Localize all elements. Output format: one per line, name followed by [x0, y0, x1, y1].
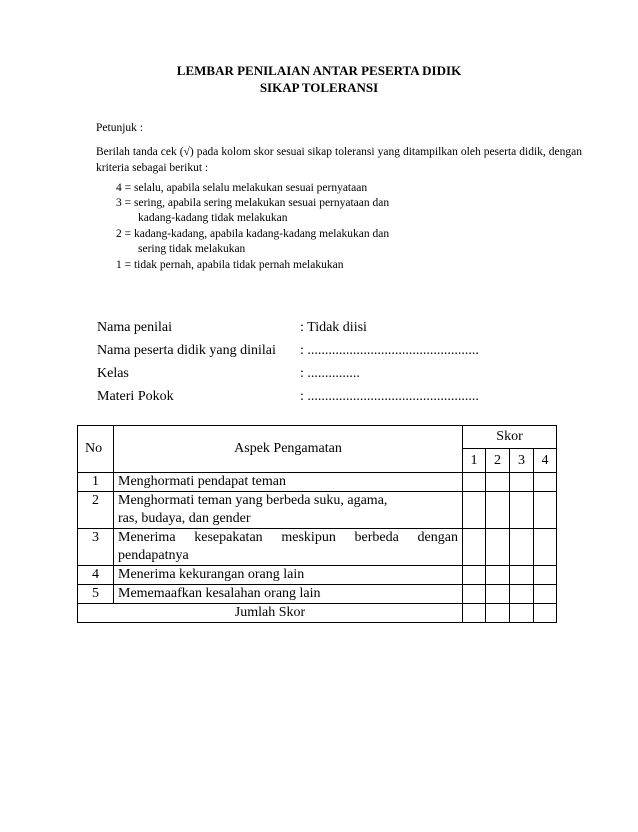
- criteria-2-cont: sering tidak melakukan: [138, 243, 246, 255]
- assessment-table: [77, 425, 557, 623]
- jumlah-skor-cell[interactable]: [534, 604, 557, 623]
- skor-cell[interactable]: [534, 529, 557, 566]
- header-skor-1: 1: [463, 449, 486, 473]
- jumlah-skor-cell[interactable]: [486, 604, 510, 623]
- row-aspek: [114, 529, 463, 566]
- table-row: [78, 566, 557, 585]
- row-aspek: [114, 473, 463, 492]
- row-aspek: [114, 585, 463, 604]
- row-aspek-text: Mememaafkan kesalahan orang lain: [118, 586, 321, 601]
- criteria-3: 3 = sering, apabila sering melakukan sesuai pernyataan dan: [116, 197, 390, 209]
- skor-cell[interactable]: [486, 473, 510, 492]
- row-aspek: [114, 492, 463, 529]
- row-number: 5: [78, 585, 114, 604]
- info-label-peserta: Nama peserta didik yang dinilai: [97, 343, 276, 358]
- info-label-penilai: Nama penilai: [97, 320, 173, 335]
- jumlah-skor-cell[interactable]: [463, 604, 486, 623]
- header-aspek: Aspek Pengamatan: [114, 426, 463, 473]
- skor-cell[interactable]: [486, 492, 510, 529]
- document-subtitle: SIKAP TOLERANSI: [259, 80, 379, 95]
- row-aspek: [114, 566, 463, 585]
- info-label-kelas: Kelas: [97, 366, 129, 381]
- skor-cell[interactable]: [534, 585, 557, 604]
- table-row: [78, 585, 557, 604]
- skor-cell[interactable]: [534, 473, 557, 492]
- petunjuk-text: Berilah tanda cek (√) pada kolom skor sesuai sikap toleransi yang ditampilkan oleh peserta didik, dengan kriteria sebagai berikut :: [96, 146, 582, 174]
- row-number: 3: [78, 529, 114, 566]
- row-number: 2: [78, 492, 114, 529]
- skor-cell[interactable]: [510, 492, 534, 529]
- table-row: [78, 473, 557, 492]
- info-value-penilai: : Tidak diisi: [300, 320, 367, 335]
- skor-cell[interactable]: [534, 566, 557, 585]
- header-skor: Skor: [463, 426, 557, 449]
- row-aspek-text-cont: pendapatnya: [118, 548, 189, 563]
- skor-cell[interactable]: [534, 492, 557, 529]
- header-skor-4: 4: [534, 449, 557, 473]
- criteria-4: 4 = selalu, apabila selalu melakukan sesuai pernyataan: [116, 182, 368, 194]
- skor-cell[interactable]: [463, 492, 486, 529]
- row-aspek-text: Menghormati pendapat teman: [118, 474, 286, 489]
- skor-cell[interactable]: [510, 585, 534, 604]
- header-skor-2: 2: [486, 449, 510, 473]
- header-skor-3: 3: [510, 449, 534, 473]
- skor-cell[interactable]: [463, 585, 486, 604]
- petunjuk-heading: Petunjuk :: [96, 122, 143, 134]
- row-aspek-text: Menerima kesepakatan meskipun berbeda dengan: [118, 530, 458, 545]
- row-aspek-text: Menerima kekurangan orang lain: [118, 567, 305, 582]
- criteria-3-cont: kadang-kadang tidak melakukan: [138, 212, 288, 224]
- skor-cell[interactable]: [486, 566, 510, 585]
- skor-cell[interactable]: [510, 529, 534, 566]
- jumlah-skor-cell[interactable]: [510, 604, 534, 623]
- criteria-1: 1 = tidak pernah, apabila tidak pernah melakukan: [116, 259, 344, 271]
- info-value-kelas: : ...............: [300, 366, 360, 381]
- row-aspek-text-cont: ras, budaya, dan gender: [118, 511, 251, 526]
- row-number: 4: [78, 566, 114, 585]
- table-row: [78, 492, 557, 529]
- info-label-materi: Materi Pokok: [97, 389, 174, 404]
- info-value-materi: : .................................................: [300, 389, 479, 404]
- skor-cell[interactable]: [463, 566, 486, 585]
- table-row: [78, 529, 557, 566]
- row-number: 1: [78, 473, 114, 492]
- skor-cell[interactable]: [486, 529, 510, 566]
- jumlah-skor-label: Jumlah Skor: [78, 604, 463, 623]
- skor-cell[interactable]: [510, 473, 534, 492]
- info-value-peserta: : .................................................: [300, 343, 479, 358]
- skor-cell[interactable]: [463, 529, 486, 566]
- document-title: LEMBAR PENILAIAN ANTAR PESERTA DIDIK: [176, 63, 462, 78]
- criteria-2: 2 = kadang-kadang, apabila kadang-kadang melakukan dan: [116, 228, 390, 240]
- skor-cell[interactable]: [510, 566, 534, 585]
- skor-cell[interactable]: [463, 473, 486, 492]
- header-no: No: [78, 426, 114, 473]
- row-aspek-text: Menghormati teman yang berbeda suku, agama,: [118, 493, 388, 508]
- skor-cell[interactable]: [486, 585, 510, 604]
